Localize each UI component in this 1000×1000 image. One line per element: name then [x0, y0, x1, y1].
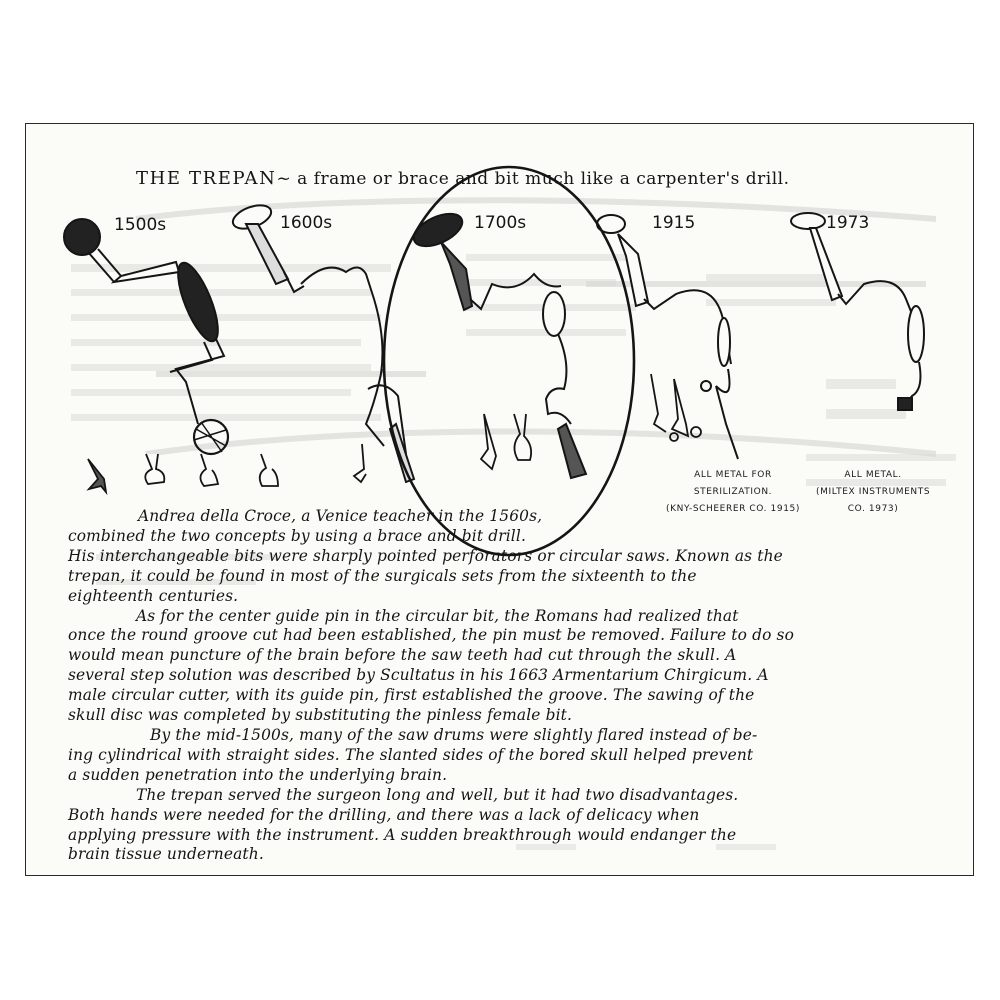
- era-label-1500s: 1500s: [114, 215, 167, 235]
- body-line: several step solution was described by Scultatus in his 1663 Armentarium Chirgicum. A: [68, 666, 769, 685]
- body-line: As for the center guide pin in the circular bit, the Romans had realized that: [136, 606, 739, 625]
- body-line: By the mid-1500s, many of the saw drums were slightly flared instead of be-: [150, 725, 758, 744]
- era-label-1600s: 1600s: [280, 213, 333, 233]
- era-label-1700s: 1700s: [474, 213, 527, 233]
- era-label-1915: 1915: [652, 213, 696, 233]
- body-line: a sudden penetration into the underlying brain.: [68, 765, 448, 784]
- caption-1915-line1: ALL METAL FOR: [694, 470, 772, 480]
- body-line: eighteenth centuries.: [68, 586, 239, 605]
- trepan-1915-drawing: [597, 215, 738, 459]
- body-text: [68, 507, 968, 865]
- trepan-1600s-drawing: [230, 201, 414, 482]
- trepan-1700s-drawing: [409, 207, 586, 478]
- caption-1973-line3: CO. 1973): [847, 504, 899, 514]
- body-line: would mean puncture of the brain before the saw teeth had cut through the skull. A: [68, 646, 737, 665]
- trepan-1973-drawing: [791, 213, 924, 410]
- body-line: trepan, it could be found in most of the surgicals sets from the sixteenth to the: [68, 566, 697, 585]
- caption-1915-line2: STERILIZATION.: [693, 487, 773, 497]
- body-line: once the round groove cut had been established, the pin must be removed. Failure to do so: [68, 626, 795, 645]
- body-line: ing cylindrical with straight sides. The slanted sides of the bored skull helped prevent: [68, 745, 754, 764]
- body-line: male circular cutter, with its guide pin, first established the groove. The sawing of the: [68, 686, 755, 705]
- trepan-1500s-drawing: [64, 219, 228, 454]
- document-page: [25, 123, 974, 876]
- body-line: The trepan served the surgeon long and well, but it had two disadvantages.: [136, 785, 739, 804]
- caption-1973-line2: (MILTEX INSTRUMENTS: [816, 487, 931, 497]
- body-line: combined the two concepts by using a brace and bit drill.: [68, 526, 526, 545]
- caption-1973-line1: ALL METAL.: [844, 470, 902, 480]
- body-line: Both hands were needed for the drilling, and there was a lack of delicacy when: [68, 805, 700, 824]
- body-line: Andrea della Croce, a Venice teacher in the 1560s,: [138, 507, 543, 525]
- title-main: THE TREPAN: [136, 168, 277, 189]
- title-sub: ~ a frame or brace and bit much like a carpenter's drill.: [276, 169, 790, 189]
- body-line: His interchangeable bits were sharply pointed perforators or circular saws. Known as the: [68, 546, 783, 565]
- body-line: skull disc was completed by substituting the pinless female bit.: [68, 706, 573, 725]
- era-label-1973: 1973: [826, 213, 870, 233]
- body-line: brain tissue underneath.: [68, 845, 264, 864]
- body-line: applying pressure with the instrument. A sudden breakthrough would endanger the: [68, 825, 737, 844]
- caption-1915-line3: (KNY-SCHEERER CO. 1915): [666, 504, 800, 514]
